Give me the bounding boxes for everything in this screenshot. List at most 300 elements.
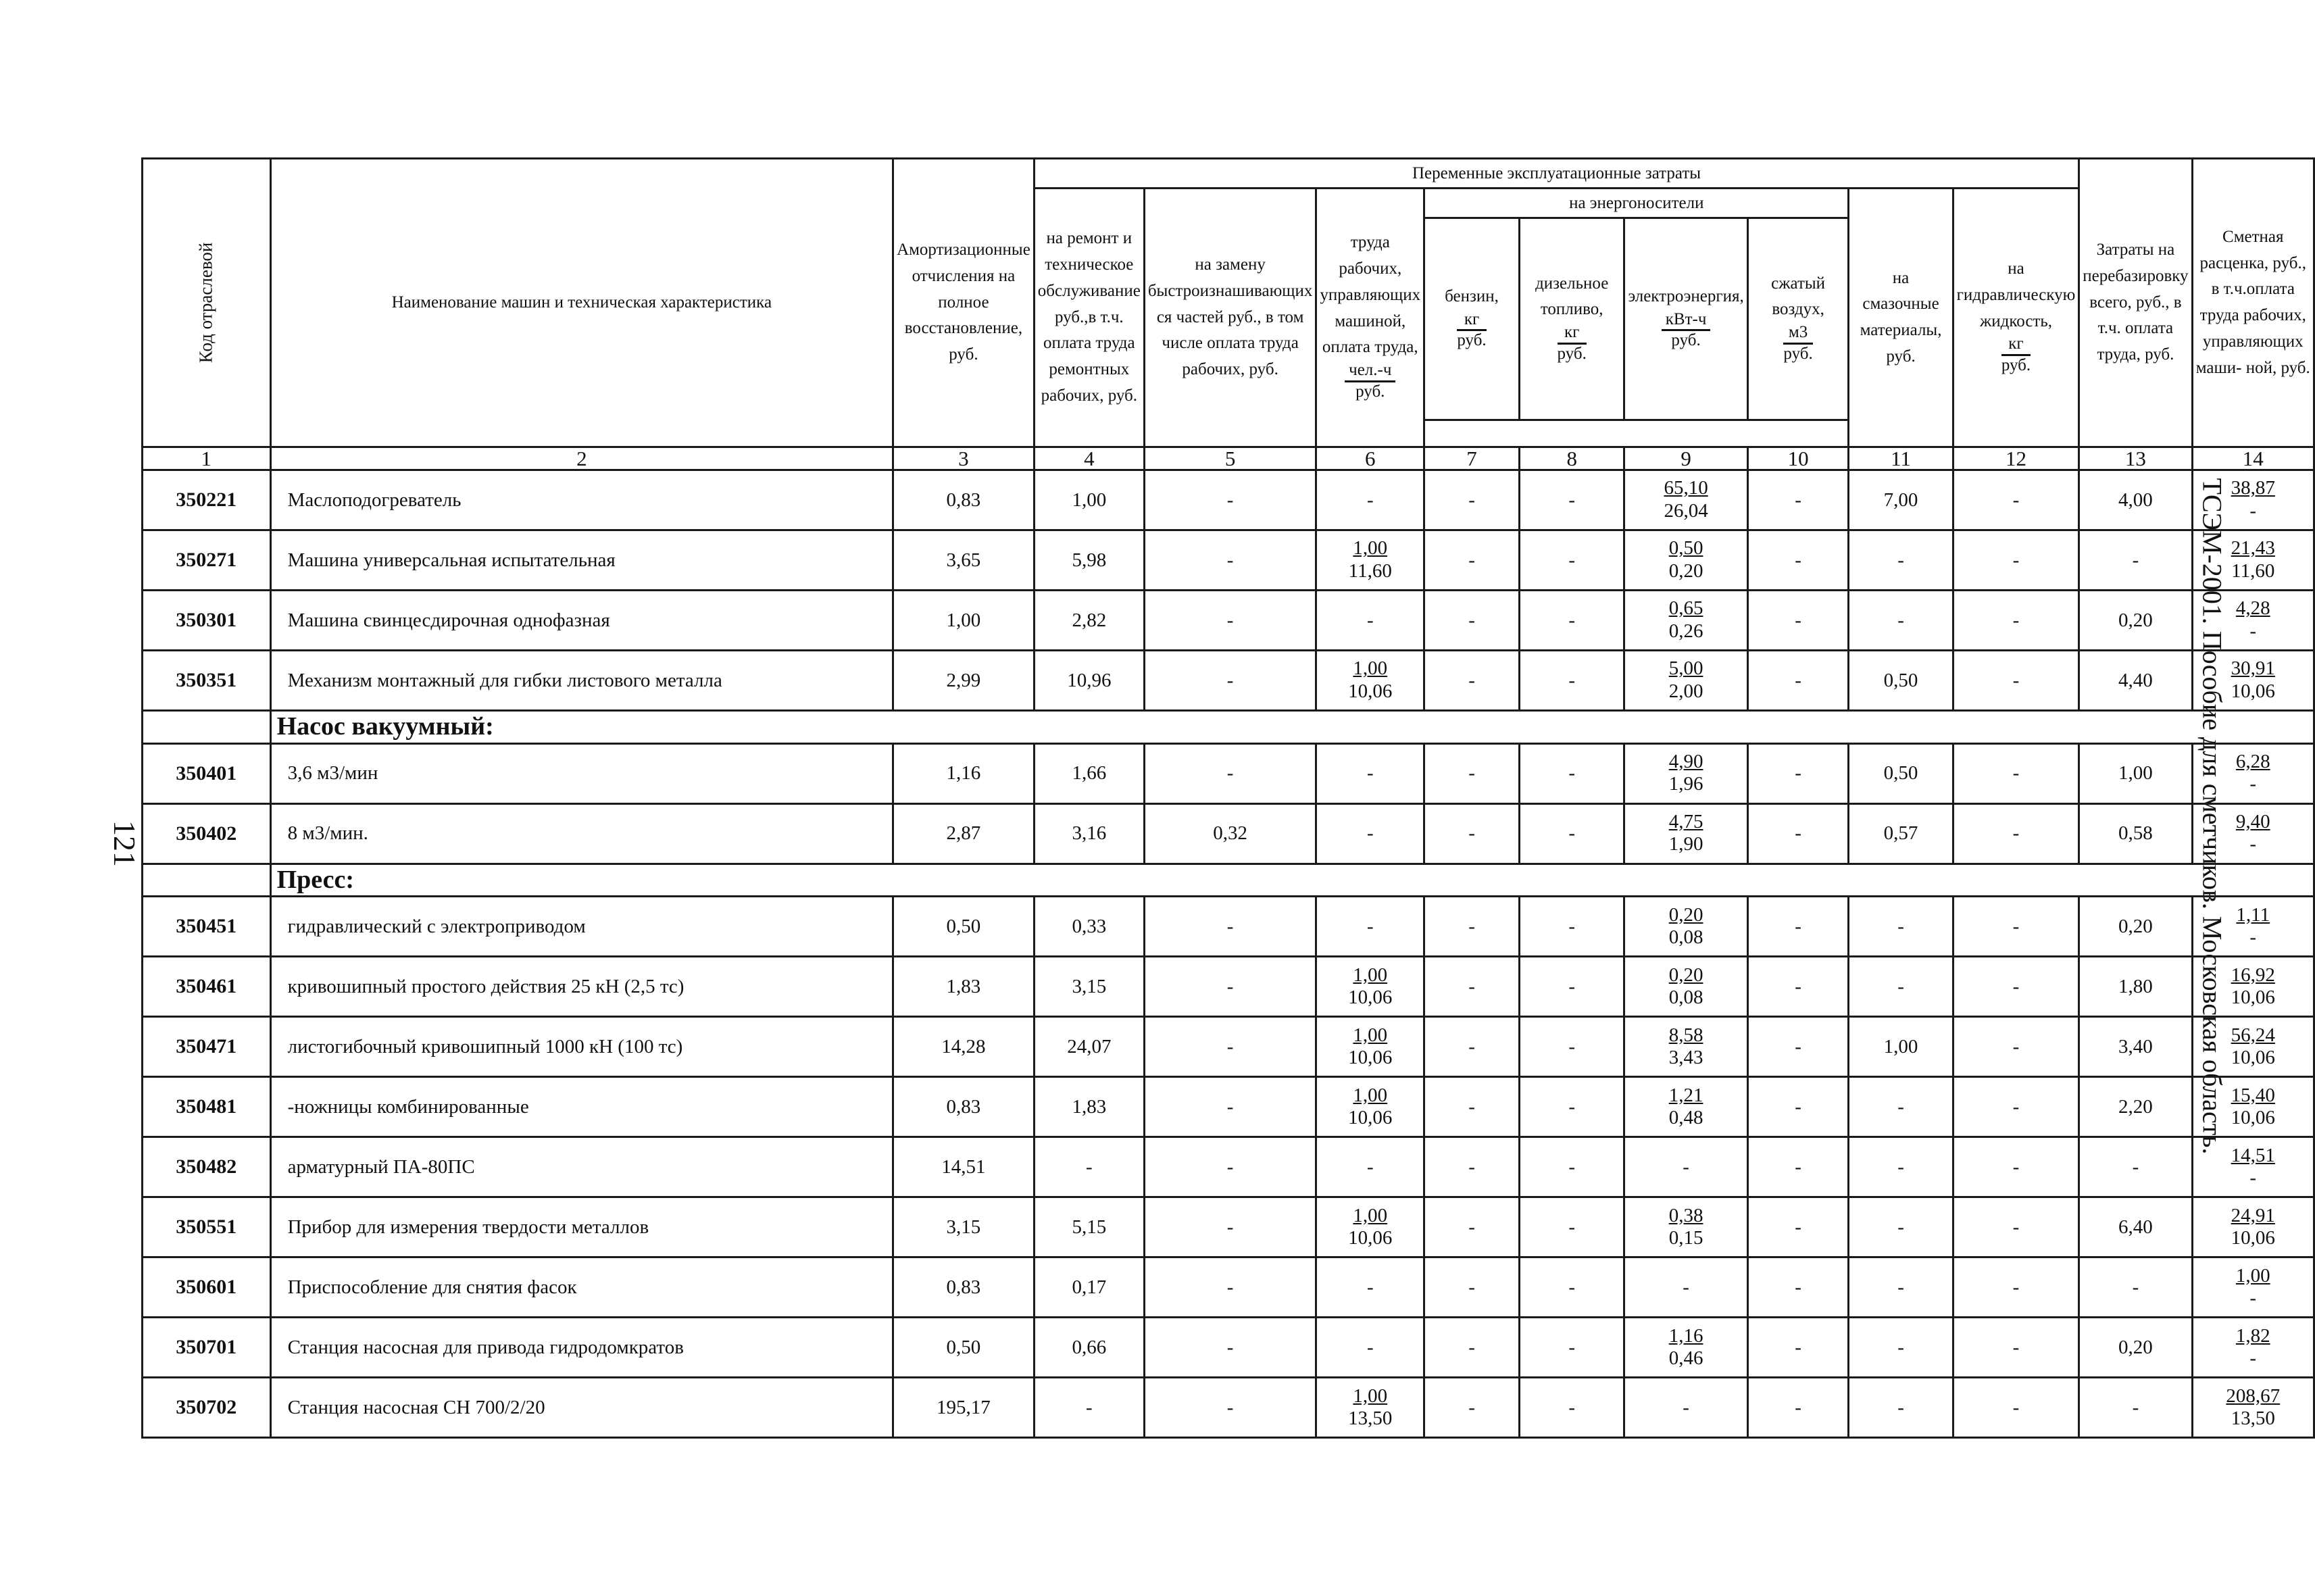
table-row: [143, 897, 2314, 957]
gasoline-value: -: [1424, 470, 1520, 530]
labor-value-denominator: 10,06: [1348, 1046, 1393, 1068]
hydraulic-value: -: [1953, 1137, 2079, 1197]
labor-value-value: -: [1366, 822, 1374, 845]
table-row: [143, 803, 2314, 864]
labor-value-value: -: [1366, 762, 1374, 784]
lubricants-value: -: [1849, 1137, 1953, 1197]
machine-name: -ножницы комбинированные: [270, 1077, 893, 1137]
header-hydraulic-unit: кг: [2001, 334, 2031, 356]
header-diesel-rub: руб.: [1557, 344, 1587, 363]
header-gasoline: [1424, 218, 1520, 420]
diesel-value: -: [1519, 897, 1624, 957]
estimate-value-numerator: 4,28: [2235, 597, 2270, 620]
estimate-value-numerator: 15,40: [2231, 1084, 2275, 1106]
hydraulic-value: -: [1953, 1197, 2079, 1257]
group-title: Пресс:: [270, 864, 2314, 897]
labor-value-denominator: 10,06: [1348, 1106, 1393, 1128]
table-row: [143, 743, 2314, 803]
machine-name: Маслоподогреватель: [270, 470, 893, 530]
estimate-value-denominator: 10,06: [2231, 680, 2275, 702]
gasoline-value: -: [1424, 1318, 1520, 1378]
relocation-value: 0,20: [2079, 1318, 2192, 1378]
labor-value: [1316, 1318, 1424, 1378]
electric-value: [1624, 651, 1747, 711]
column-number: 8: [1519, 447, 1624, 470]
machine-code: 350702: [143, 1378, 271, 1438]
header-electric-rub: руб.: [1671, 331, 1701, 350]
electric-value-value: -: [1683, 1155, 1689, 1178]
table-row: [143, 1077, 2314, 1137]
machine-code: 350351: [143, 651, 271, 711]
table-row: [143, 1017, 2314, 1077]
air-value: -: [1747, 1077, 1849, 1137]
electric-value-denominator: 0,08: [1668, 926, 1703, 948]
electric-value-numerator: 0,38: [1668, 1204, 1703, 1226]
machine-code: 350471: [143, 1017, 271, 1077]
relocation-value: 1,00: [2079, 743, 2192, 803]
labor-value: [1316, 743, 1424, 803]
wear-parts-value: -: [1144, 1378, 1316, 1438]
amortization-value: 2,99: [893, 651, 1035, 711]
estimate-value: [2192, 470, 2314, 530]
machine-code: 350402: [143, 803, 271, 864]
amortization-value: 2,87: [893, 803, 1035, 864]
labor-value-value: -: [1366, 1155, 1374, 1178]
hydraulic-value: -: [1953, 1077, 2079, 1137]
estimate-value-numerator: 208,67: [2226, 1385, 2281, 1407]
labor-value-value: -: [1366, 915, 1374, 937]
estimate-value-denominator: 10,06: [2231, 986, 2275, 1008]
electric-value: [1624, 1257, 1747, 1318]
electric-value-numerator: 1,16: [1668, 1324, 1703, 1347]
repair-value: -: [1034, 1137, 1144, 1197]
repair-value: 1,00: [1034, 470, 1144, 530]
labor-value: [1316, 651, 1424, 711]
estimate-value: [2192, 1077, 2314, 1137]
estimate-value-denominator: -: [2249, 499, 2257, 522]
electric-value: [1624, 803, 1747, 864]
header-diesel-unit: кг: [1558, 323, 1587, 345]
electric-value: [1624, 1197, 1747, 1257]
estimate-value-numerator: 1,11: [2236, 903, 2270, 926]
wear-parts-value: -: [1144, 897, 1316, 957]
diesel-value: -: [1519, 1017, 1624, 1077]
electric-value-value: -: [1683, 1276, 1689, 1298]
wear-parts-value: -: [1144, 1257, 1316, 1318]
wear-parts-value: -: [1144, 957, 1316, 1017]
table-row: [143, 1318, 2314, 1378]
electric-value-numerator: 0,50: [1668, 537, 1703, 559]
hydraulic-value: -: [1953, 743, 2079, 803]
estimate-value-numerator: 16,92: [2231, 964, 2275, 986]
header-variable-costs: Переменные эксплуатационные затраты: [1034, 159, 2079, 189]
labor-value-value: -: [1366, 609, 1374, 631]
air-value: -: [1747, 1197, 1849, 1257]
machine-code: 350461: [143, 957, 271, 1017]
column-number: 2: [270, 447, 893, 470]
labor-value-denominator: 10,06: [1348, 680, 1393, 702]
repair-value: 2,82: [1034, 591, 1144, 651]
column-number: 6: [1316, 447, 1424, 470]
relocation-value: 0,20: [2079, 897, 2192, 957]
labor-value: [1316, 1197, 1424, 1257]
header-gasoline-text: бензин,: [1445, 286, 1499, 305]
gasoline-value: -: [1424, 1077, 1520, 1137]
labor-value-numerator: 1,00: [1353, 1024, 1388, 1046]
amortization-value: 0,83: [893, 1257, 1035, 1318]
labor-value: [1316, 803, 1424, 864]
column-number: 5: [1144, 447, 1316, 470]
amortization-value: 1,00: [893, 591, 1035, 651]
relocation-value: 6,40: [2079, 1197, 2192, 1257]
amortization-value: 14,51: [893, 1137, 1035, 1197]
estimate-value-denominator: -: [2249, 1287, 2257, 1309]
air-value: -: [1747, 957, 1849, 1017]
wear-parts-value: -: [1144, 1017, 1316, 1077]
estimate-value-denominator: -: [2249, 620, 2257, 642]
electric-value: [1624, 897, 1747, 957]
air-value: -: [1747, 1318, 1849, 1378]
relocation-value: 2,20: [2079, 1077, 2192, 1137]
table-row: [143, 651, 2314, 711]
electric-value-numerator: 8,58: [1668, 1024, 1703, 1046]
estimate-value: [2192, 1378, 2314, 1438]
electric-value-denominator: 1,90: [1668, 833, 1703, 855]
column-number: 14: [2192, 447, 2314, 470]
labor-value-value: -: [1366, 1336, 1374, 1358]
group-title: Насос вакуумный:: [270, 711, 2314, 744]
machine-name: кривошипный простого действия 25 кН (2,5 тс): [270, 957, 893, 1017]
amortization-value: 1,83: [893, 957, 1035, 1017]
hydraulic-value: -: [1953, 897, 2079, 957]
diesel-value: -: [1519, 470, 1624, 530]
header-lubricants: на смазочные материалы, руб.: [1849, 189, 1953, 447]
diesel-value: -: [1519, 1318, 1624, 1378]
lubricants-value: -: [1849, 1257, 1953, 1318]
labor-value-numerator: 1,00: [1353, 964, 1388, 986]
group-code-cell: [143, 864, 271, 897]
estimate-value: [2192, 1318, 2314, 1378]
labor-value: [1316, 1137, 1424, 1197]
estimate-value: [2192, 803, 2314, 864]
machine-name: Машина свинцесдирочная однофазная: [270, 591, 893, 651]
wear-parts-value: -: [1144, 651, 1316, 711]
repair-value: 0,33: [1034, 897, 1144, 957]
header-electric-unit: кВт-ч: [1662, 310, 1711, 332]
repair-value: 24,07: [1034, 1017, 1144, 1077]
wear-parts-value: -: [1144, 1077, 1316, 1137]
wear-parts-value: -: [1144, 530, 1316, 591]
wear-parts-value: -: [1144, 1318, 1316, 1378]
labor-value: [1316, 470, 1424, 530]
labor-value: [1316, 1077, 1424, 1137]
group-code-cell: [143, 711, 271, 744]
header-code: Код отраслевой: [143, 159, 271, 447]
hydraulic-value: -: [1953, 1257, 2079, 1318]
labor-value-numerator: 1,00: [1353, 657, 1388, 680]
electric-value-numerator: 0,20: [1668, 964, 1703, 986]
labor-value-denominator: 10,06: [1348, 1226, 1393, 1249]
lubricants-value: -: [1849, 1378, 1953, 1438]
column-number: 9: [1624, 447, 1747, 470]
diesel-value: -: [1519, 1197, 1624, 1257]
air-value: -: [1747, 897, 1849, 957]
header-hydraulic: [1953, 189, 2079, 447]
gasoline-value: -: [1424, 530, 1520, 591]
gasoline-value: -: [1424, 957, 1520, 1017]
diesel-value: -: [1519, 803, 1624, 864]
estimate-value-denominator: -: [2249, 1166, 2257, 1189]
machine-code: 350271: [143, 530, 271, 591]
labor-value-value: -: [1366, 1276, 1374, 1298]
diesel-value: -: [1519, 651, 1624, 711]
header-electric-text: электроэнергия,: [1628, 286, 1744, 305]
repair-value: 3,15: [1034, 957, 1144, 1017]
electric-value: [1624, 591, 1747, 651]
header-air-rub: руб.: [1783, 344, 1813, 363]
lubricants-value: -: [1849, 897, 1953, 957]
relocation-value: 3,40: [2079, 1017, 2192, 1077]
labor-value-denominator: 10,06: [1348, 986, 1393, 1008]
wear-parts-value: -: [1144, 470, 1316, 530]
amortization-value: 1,16: [893, 743, 1035, 803]
electric-value-numerator: 1,21: [1668, 1084, 1703, 1106]
header-electric: [1624, 218, 1747, 420]
electric-value: [1624, 470, 1747, 530]
header-air-unit: м3: [1783, 323, 1812, 345]
relocation-value: 4,00: [2079, 470, 2192, 530]
header-air: [1747, 218, 1849, 420]
repair-value: 3,16: [1034, 803, 1144, 864]
header-energy-spacer: [1424, 420, 1849, 447]
diesel-value: -: [1519, 1378, 1624, 1438]
table-row: [143, 470, 2314, 530]
electric-value: [1624, 1077, 1747, 1137]
header-labor-text: труда рабочих, управляющих машиной, оплата труда,: [1320, 233, 1421, 357]
column-number: 10: [1747, 447, 1849, 470]
estimate-value: [2192, 897, 2314, 957]
estimate-value-denominator: -: [2249, 773, 2257, 795]
header-labor-rub: руб.: [1355, 382, 1385, 401]
header-diesel-text: дизельное топливо,: [1535, 274, 1609, 319]
electric-value: [1624, 1017, 1747, 1077]
estimate-value: [2192, 1137, 2314, 1197]
gasoline-value: -: [1424, 1257, 1520, 1318]
amortization-value: 195,17: [893, 1378, 1035, 1438]
labor-value-denominator: 11,60: [1348, 559, 1392, 582]
estimate-value: [2192, 591, 2314, 651]
group-row: [143, 711, 2314, 744]
wear-parts-value: -: [1144, 1137, 1316, 1197]
air-value: -: [1747, 470, 1849, 530]
labor-value-denominator: 13,50: [1348, 1407, 1393, 1429]
repair-value: 5,98: [1034, 530, 1144, 591]
column-number: 4: [1034, 447, 1144, 470]
air-value: -: [1747, 651, 1849, 711]
labor-value: [1316, 897, 1424, 957]
estimate-value-numerator: 24,91: [2231, 1204, 2275, 1226]
diesel-value: -: [1519, 1137, 1624, 1197]
relocation-value: 0,58: [2079, 803, 2192, 864]
air-value: -: [1747, 1378, 1849, 1438]
labor-value-numerator: 1,00: [1353, 1204, 1388, 1226]
electric-value-numerator: 5,00: [1668, 657, 1703, 680]
gasoline-value: -: [1424, 743, 1520, 803]
lubricants-value: -: [1849, 591, 1953, 651]
electric-value: [1624, 957, 1747, 1017]
lubricants-value: 0,50: [1849, 743, 1953, 803]
header-gasoline-unit: кг: [1457, 310, 1486, 332]
estimate-value-numerator: 21,43: [2231, 537, 2275, 559]
electric-value: [1624, 743, 1747, 803]
electric-value: [1624, 1378, 1747, 1438]
electric-value-denominator: 0,26: [1668, 620, 1703, 642]
estimate-value-numerator: 1,00: [2235, 1264, 2270, 1287]
machine-code: 350481: [143, 1077, 271, 1137]
group-row: [143, 864, 2314, 897]
table-row: [143, 1257, 2314, 1318]
repair-value: 1,83: [1034, 1077, 1144, 1137]
running-title: ТСЭМ-2001. Пособие для сметчиков. Московская область.: [2197, 478, 2228, 1155]
header-energy: на энергоносители: [1424, 189, 1849, 218]
electric-value-denominator: 1,96: [1668, 773, 1703, 795]
header-hydraulic-rub: руб.: [2001, 356, 2031, 375]
hydraulic-value: -: [1953, 1318, 2079, 1378]
machine-name: Прибор для измерения твердости металлов: [270, 1197, 893, 1257]
repair-value: -: [1034, 1378, 1144, 1438]
diesel-value: -: [1519, 591, 1624, 651]
air-value: -: [1747, 1257, 1849, 1318]
electric-value-denominator: 26,04: [1664, 499, 1708, 522]
wear-parts-value: 0,32: [1144, 803, 1316, 864]
electric-value-denominator: 3,43: [1668, 1046, 1703, 1068]
lubricants-value: -: [1849, 957, 1953, 1017]
estimate-value-numerator: 56,24: [2231, 1024, 2275, 1046]
labor-value: [1316, 1017, 1424, 1077]
relocation-value: -: [2079, 1257, 2192, 1318]
electric-value-numerator: 65,10: [1664, 477, 1708, 499]
table-row: [143, 1197, 2314, 1257]
diesel-value: -: [1519, 530, 1624, 591]
labor-value: [1316, 1257, 1424, 1318]
amortization-value: 3,15: [893, 1197, 1035, 1257]
table-row: [143, 530, 2314, 591]
labor-value: [1316, 591, 1424, 651]
amortization-value: 0,50: [893, 1318, 1035, 1378]
relocation-value: 1,80: [2079, 957, 2192, 1017]
air-value: -: [1747, 591, 1849, 651]
wear-parts-value: -: [1144, 591, 1316, 651]
gasoline-value: -: [1424, 1017, 1520, 1077]
machine-name: листогибочный кривошипный 1000 кН (100 тс): [270, 1017, 893, 1077]
hydraulic-value: -: [1953, 1378, 2079, 1438]
estimate-value-denominator: 10,06: [2231, 1106, 2275, 1128]
estimate-value: [2192, 651, 2314, 711]
machine-name: Машина универсальная испытательная: [270, 530, 893, 591]
labor-value: [1316, 530, 1424, 591]
labor-value-value: -: [1366, 489, 1374, 511]
gasoline-value: -: [1424, 1197, 1520, 1257]
header-repair: на ремонт и техническое обслуживание руб.,в т.ч. оплата труда ремонтных рабочих, руб.: [1034, 189, 1144, 447]
diesel-value: -: [1519, 1257, 1624, 1318]
diesel-value: -: [1519, 743, 1624, 803]
machine-name: Механизм монтажный для гибки листового металла: [270, 651, 893, 711]
header-relocation: Затраты на перебазировку всего, руб., в т.ч. оплата труда, руб.: [2079, 159, 2192, 447]
machine-code: 350701: [143, 1318, 271, 1378]
electric-value: [1624, 530, 1747, 591]
air-value: -: [1747, 530, 1849, 591]
electric-value-numerator: 0,20: [1668, 903, 1703, 926]
estimate-value: [2192, 530, 2314, 591]
electric-value-value: -: [1683, 1396, 1689, 1418]
header-hydraulic-text: на гидравлическую жидкость,: [1956, 259, 2076, 330]
header-amort: Амортизационные отчисления на полное восстановление, руб.: [893, 159, 1035, 447]
machine-name: 8 м3/мин.: [270, 803, 893, 864]
air-value: -: [1747, 803, 1849, 864]
gasoline-value: -: [1424, 897, 1520, 957]
lubricants-value: -: [1849, 530, 1953, 591]
relocation-value: -: [2079, 530, 2192, 591]
column-number: 12: [1953, 447, 2079, 470]
estimate-value: [2192, 957, 2314, 1017]
lubricants-value: -: [1849, 1197, 1953, 1257]
estimate-value-numerator: 30,91: [2231, 657, 2275, 680]
estimate-value-numerator: 1,82: [2235, 1324, 2270, 1347]
electric-value-denominator: 0,46: [1668, 1347, 1703, 1369]
lubricants-value: 0,50: [1849, 651, 1953, 711]
relocation-value: -: [2079, 1378, 2192, 1438]
gasoline-value: -: [1424, 1137, 1520, 1197]
column-number: 13: [2079, 447, 2192, 470]
labor-value-numerator: 1,00: [1353, 1084, 1388, 1106]
amortization-value: 0,50: [893, 897, 1035, 957]
machine-code: 350601: [143, 1257, 271, 1318]
machine-code: 350301: [143, 591, 271, 651]
gasoline-value: -: [1424, 803, 1520, 864]
electric-value: [1624, 1318, 1747, 1378]
estimate-value: [2192, 1197, 2314, 1257]
machine-name: Станция насосная СН 700/2/20: [270, 1378, 893, 1438]
hydraulic-value: -: [1953, 470, 2079, 530]
amortization-value: 14,28: [893, 1017, 1035, 1077]
machine-code: 350482: [143, 1137, 271, 1197]
electric-value-numerator: 4,90: [1668, 751, 1703, 773]
column-number: 3: [893, 447, 1035, 470]
estimate-value-numerator: 14,51: [2231, 1144, 2275, 1166]
estimate-value-denominator: 10,06: [2231, 1046, 2275, 1068]
machine-cost-table: [141, 157, 2315, 1439]
hydraulic-value: -: [1953, 530, 2079, 591]
estimate-value-denominator: 10,06: [2231, 1226, 2275, 1249]
machine-code: 350401: [143, 743, 271, 803]
header-gasoline-rub: руб.: [1457, 331, 1487, 350]
labor-value: [1316, 1378, 1424, 1438]
estimate-value-denominator: -: [2249, 1347, 2257, 1369]
hydraulic-value: -: [1953, 1017, 2079, 1077]
table-row: [143, 591, 2314, 651]
gasoline-value: -: [1424, 1378, 1520, 1438]
header-diesel: [1519, 218, 1624, 420]
estimate-value-denominator: 13,50: [2231, 1407, 2275, 1429]
hydraulic-value: -: [1953, 957, 2079, 1017]
header-labor-unit: чел.-ч: [1345, 361, 1395, 382]
estimate-value-denominator: -: [2249, 833, 2257, 855]
machine-name: 3,6 м3/мин: [270, 743, 893, 803]
table-row: [143, 957, 2314, 1017]
machine-name: гидравлический с электроприводом: [270, 897, 893, 957]
lubricants-value: 0,57: [1849, 803, 1953, 864]
wear-parts-value: -: [1144, 743, 1316, 803]
